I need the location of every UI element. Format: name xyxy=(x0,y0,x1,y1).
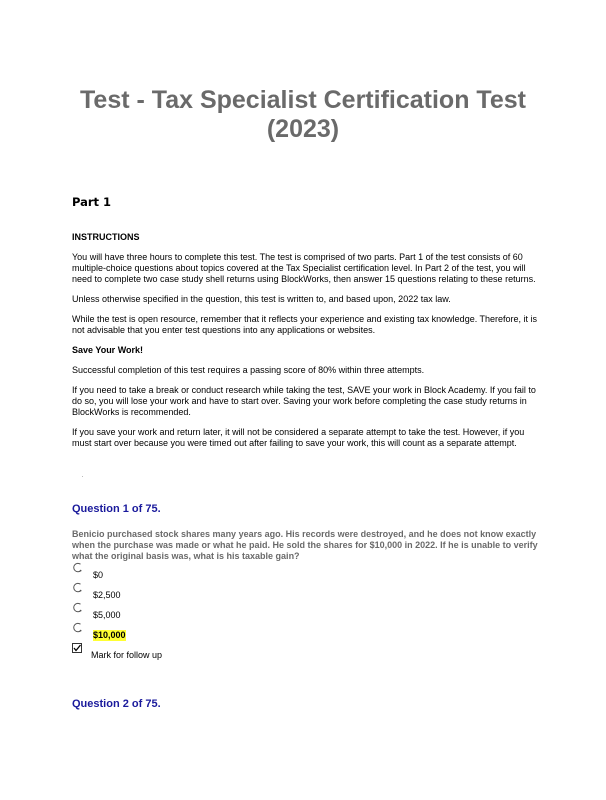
radio-icon[interactable] xyxy=(72,622,83,633)
option-1[interactable] xyxy=(72,582,272,600)
part-heading: Part 1 xyxy=(72,195,112,209)
mark-follow-up-checkbox[interactable] xyxy=(72,643,82,653)
question-1-header: Question 1 of 75. xyxy=(72,503,161,515)
instructions-paragraph: You will have three hours to complete this test. The test is comprised of two parts. Part 1 of the test consists of 60 multiple-choice questions about topics covered at the Tax Specialist certification level. In Part 2 of the test, you will need to complete two case study shell returns using BlockWorks, then answer 15 questions relating to these returns. xyxy=(72,252,536,284)
question-1-text: Benicio purchased stock shares many years ago. His records were destroyed, and he does not know exactly when the purchase was made or what he paid. He sold the shares for $10,000 in 2022. If he is unable to verify what the original basis was, what is his taxable gain? xyxy=(72,529,538,561)
radio-icon[interactable] xyxy=(72,562,83,573)
option-label: $0 xyxy=(93,570,104,580)
radio-icon[interactable] xyxy=(72,602,83,613)
instructions-heading: INSTRUCTIONS xyxy=(72,232,140,242)
instructions xyxy=(72,232,538,458)
option-0[interactable] xyxy=(72,562,272,580)
page-title: Test - Tax Specialist Certification Test (2023) xyxy=(80,86,526,143)
instructions-paragraph: While the test is open resource, remember that it reflects your experience and existing tax knowledge. Therefore, it is not advisable that you enter test questions into any applications or websites. xyxy=(72,314,538,335)
option-2[interactable] xyxy=(72,602,272,620)
checkmark-icon xyxy=(73,644,81,652)
instructions-paragraph: If you save your work and return later, it will not be considered a separate attempt to take the test. However, if you must start over because you were timed out after failing to save your work, this will count as a separate attempt. xyxy=(72,427,525,448)
instructions-paragraph: Successful completion of this test requires a passing score of 80% within three attempts. xyxy=(72,365,425,375)
option-label-selected: $10,000 xyxy=(93,630,126,640)
option-3-selected[interactable] xyxy=(72,622,272,640)
option-label: $5,000 xyxy=(93,610,121,620)
separator-dot xyxy=(82,476,83,477)
radio-icon[interactable] xyxy=(72,582,83,593)
instructions-paragraph: If you need to take a break or conduct research while taking the test, SAVE your work in Block Academy. If you fail to do so, you will lose your work and have to start over. Saving your work before completing the case study returns in BlockWorks is recommended. xyxy=(72,385,536,417)
option-label: $2,500 xyxy=(93,590,121,600)
question-2-header: Question 2 of 75. xyxy=(72,698,161,710)
mark-follow-up-label: Mark for follow up xyxy=(91,650,163,660)
instructions-paragraph: Unless otherwise specified in the question, this test is written to, and based upon, 2022 tax law. xyxy=(72,294,451,304)
save-work-heading: Save Your Work! xyxy=(72,345,144,355)
